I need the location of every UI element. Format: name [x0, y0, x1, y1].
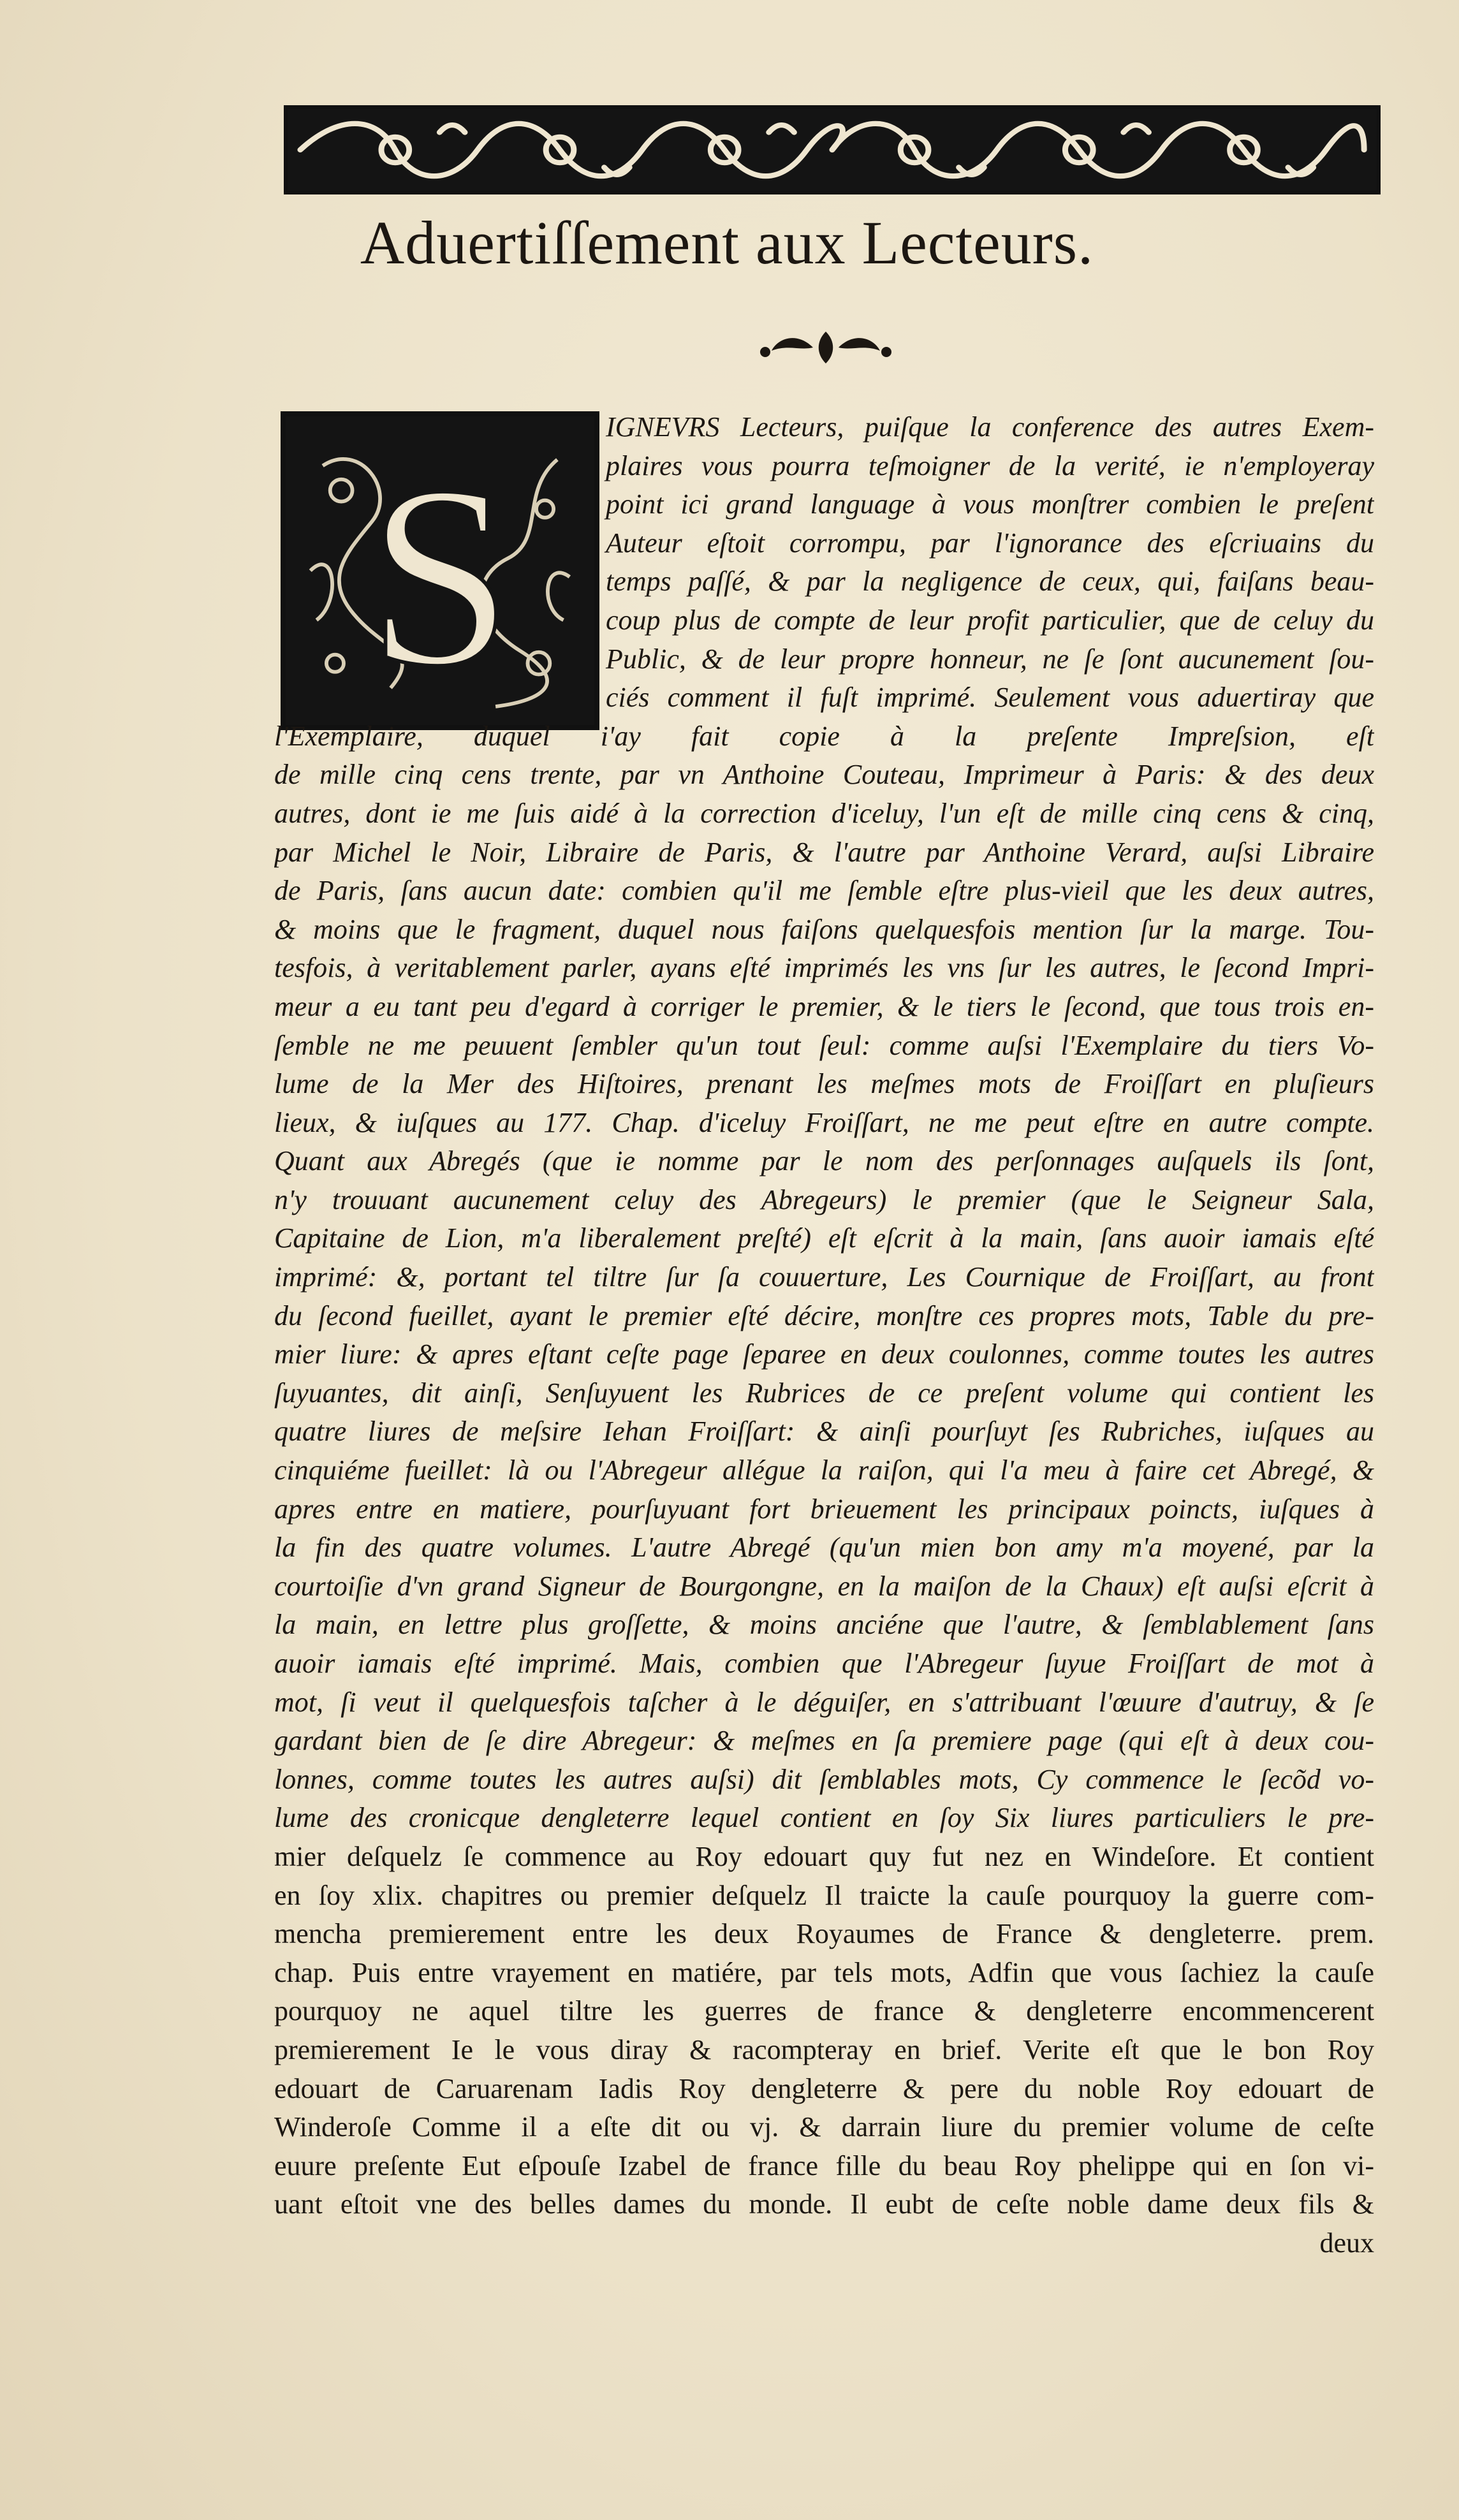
text-line: Public, & de leur propre honneur, ne ſe ſont aucunement ſou-	[606, 643, 1374, 675]
text-line: ſuyuantes, dit ainſi, Senſuyuent les Rubrices de ce preſent volume qui contient les	[274, 1377, 1374, 1409]
text-line: autres, dont ie me ſuis aidé à la correction d'iceluy, l'un eſt de mille cinq cens & cinq,	[274, 797, 1374, 829]
text-line: lume des cronicque dengleterre lequel contient en ſoy Six liures particuliers le pre-	[274, 1802, 1374, 1834]
text-line: mencha premierement entre les deux Royaumes de France & dengleterre. prem.	[274, 1918, 1374, 1950]
text-line: n'y trouuant aucunement celuy des Abregeurs) le premier (que le Seigneur Sala,	[274, 1183, 1374, 1215]
text-line: Winderoſe Comme il a eſte dit ou vj. & darrain liure du premier volume de ceſte	[274, 2111, 1374, 2143]
text-line: Capitaine de Lion, m'a liberalement preſté) eſt eſcrit à la main, ſans auoir iamais eſté	[274, 1222, 1374, 1254]
text-line: ciés comment il fuſt imprimé. Seulement vous aduertiray que	[606, 682, 1374, 714]
text-line: point ici grand language à vous monſtrer combien le preſent	[606, 488, 1374, 520]
text-line: ſemble ne me peuuent ſembler qu'un tout ſeul: comme auſsi l'Exemplaire du tiers Vo-	[274, 1029, 1374, 1061]
text-line: edouart de Caruarenam Iadis Roy dengleterre & pere du noble Roy edouart de	[274, 2072, 1374, 2104]
text-line: temps paſſé, & par la negligence de ceux, qui, faiſans beau-	[606, 566, 1374, 597]
text-line: mier liure: & apres eſtant ceſte page ſeparee en deux coulonnes, comme toutes les autres	[274, 1338, 1374, 1370]
text-line: du ſecond fueillet, ayant le premier eſté décire, monſtre ces propres mots, Table du pre-	[274, 1300, 1374, 1331]
text-line: courtoiſie d'vn grand Signeur de Bourgongne, en la maiſon de la Chaux) eſt auſsi eſcrit à	[274, 1570, 1374, 1602]
text-line: premierement Ie le vous diray & racompteray en brief. Verite eſt que le bon Roy	[274, 2033, 1374, 2065]
text-line: euure preſente Eut eſpouſe Izabel de france fille du beau Roy phelippe qui en ſon vi-	[274, 2150, 1374, 2181]
text-line: lieux, & iuſques au 177. Chap. d'iceluy Froiſſart, ne me peut eſtre en autre compte.	[274, 1106, 1374, 1138]
text-line: quatre liures de meſsire Iehan Froiſſart: & ainſi pourſuyt ſes Rubriches, iuſques au	[274, 1416, 1374, 1447]
text-line: plaires vous pourra teſmoigner de la verité, ie n'employeray	[606, 450, 1374, 481]
text-line: pourquoy ne aquel tiltre les guerres de france & dengleterre encommencerent	[274, 1995, 1374, 2027]
text-line: meur a eu tant peu d'egard à corriger le premier, & le tiers le ſecond, que tous trois en-	[274, 990, 1374, 1022]
text-line: imprimé: &, portant tel tiltre ſur ſa couuerture, Les Cournique de Froiſſart, au front	[274, 1261, 1374, 1293]
text-line: la main, en lettre plus groſſette, & moins anciéne que l'autre, & ſemblablement ſans	[274, 1609, 1374, 1641]
text-line: tesfois, à veritablement parler, ayans eſté imprimés les vns ſur les autres, le ſecond Impri-	[274, 952, 1374, 984]
text-line: lume de la Mer des Hiſtoires, prenant les meſmes mots de Froiſſart en pluſieurs	[274, 1068, 1374, 1100]
text-line: de Paris, ſans aucun date: combien qu'il me ſemble eſtre plus-vieil que les deux autres,	[274, 875, 1374, 907]
text-line: Quant aux Abregés (que ie nomme par le nom des perſonnages auſquels ils ſont,	[274, 1145, 1374, 1177]
text-line: & moins que le fragment, duquel nous faiſons quelquesfois mention ſur la marge. Tou-	[274, 913, 1374, 945]
text-line: par Michel le Noir, Libraire de Paris, & l'autre par Anthoine Verard, auſsi Libraire	[274, 836, 1374, 868]
text-line: deux	[1319, 2227, 1374, 2259]
body-text	[274, 408, 1374, 2263]
text-line: cinquiéme fueillet: là ou l'Abregeur allégue la raiſon, qui l'a meu à faire cet Abregé, &	[274, 1454, 1374, 1486]
text-line: coup plus de compte de leur profit particulier, que de celuy du	[606, 604, 1374, 636]
page-title: Aduertiſſement aux Lecteurs.	[360, 209, 1094, 277]
text-line: de mille cinq cens trente, par vn Anthoine Couteau, Imprimeur à Paris: & des deux	[274, 759, 1374, 791]
text-line: apres entre en matiere, pourſuyuant fort brieuement les principaux poincts, iuſques à	[274, 1493, 1374, 1525]
text-line: en ſoy xlix. chapitres ou premier deſquelz Il traicte la cauſe pourquoy la guerre com-	[274, 1879, 1374, 1911]
text-line: uant eſtoit vne des belles dames du monde. Il eubt de ceſte noble dame deux fils &	[274, 2188, 1374, 2220]
initial-letter: S	[367, 432, 513, 720]
text-line: Auteur eſtoit corrompu, par l'ignorance des eſcriuains du	[606, 527, 1374, 559]
text-line: l'Exemplaire, duquel i'ay fait copie à la preſente Impreſsion, eſt	[274, 720, 1374, 752]
text-line: gardant bien de ſe dire Abregeur: & meſmes en ſa premiere page (qui eſt à deux cou-	[274, 1725, 1374, 1757]
fleuron-ornament	[752, 325, 899, 370]
text-line: IGNEVRS Lecteurs, puiſque la conference des autres Exem-	[606, 411, 1374, 443]
ornamental-headband	[284, 105, 1381, 194]
text-line: mot, ſi veut il quelquesfois taſcher à le déguiſer, en s'attribuant l'œuure d'autruy, & ſe	[274, 1686, 1374, 1718]
text-line: auoir iamais eſté imprimé. Mais, combien que l'Abregeur ſuyue Froiſſart de mot à	[274, 1648, 1374, 1679]
text-line: la fin des quatre volumes. L'autre Abregé (qu'un mien bon amy m'a moyené, par la	[274, 1532, 1374, 1564]
text-line: chap. Puis entre vrayement en matiére, par tels mots, Adfin que vous ſachiez la cauſe	[274, 1956, 1374, 1988]
text-line: lonnes, comme toutes les autres auſsi) dit ſemblables mots, Cy commence le ſecõd vo-	[274, 1763, 1374, 1795]
text-line: mier deſquelz ſe commence au Roy edouart quy fut nez en Windeſore. Et contient	[274, 1840, 1374, 1872]
